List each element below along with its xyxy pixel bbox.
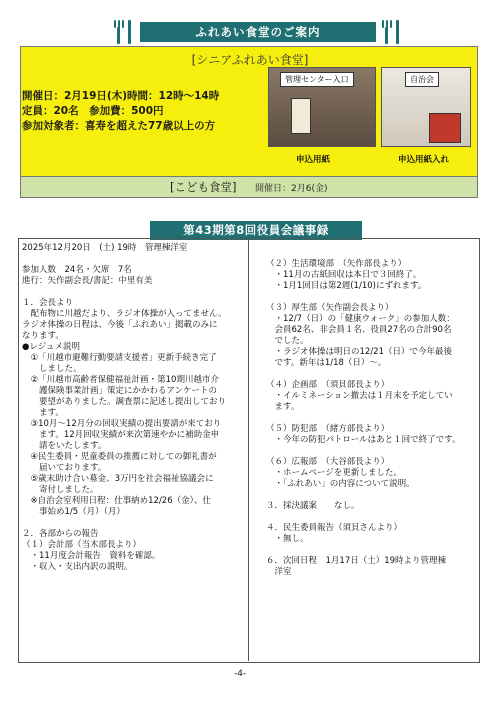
minutes-line: ・収入・支出内訳の説明。 xyxy=(22,562,133,572)
minutes-line: ⑤歳末助け合い募金、3万円を社会福祉協議会に xyxy=(22,474,214,484)
minutes-line: ・1月1回目は第2週(1/10)にずれます。 xyxy=(266,281,427,291)
minutes-line: ・イルミネーション撤去は１月末を予定してい xyxy=(266,391,453,401)
minutes-line: ラジオ体操の日程は、今後「ふれあい」掲載のみに xyxy=(22,320,218,330)
minutes-line: 配布物に川越だより、ラジオ体操が入ってません。 xyxy=(22,309,227,319)
minutes-line: 参加人数 24名・欠席 7名 xyxy=(22,265,132,275)
office-photo-label: 自治会 xyxy=(405,72,439,87)
kids-title: [こども食堂] xyxy=(170,180,237,194)
minutes-line: 2025年12月20日 (土) 19時 管理棟洋室 xyxy=(22,243,188,253)
minutes-line: です。新年は1/18（日）～。 xyxy=(266,358,387,368)
minutes-title: 第43期第8回役員会議事録 xyxy=(150,221,362,240)
minutes-line: 請をいたします。 xyxy=(22,441,107,451)
minutes-line: ・「ふれあい」の内容について説明。 xyxy=(266,479,415,489)
minutes-line: 護保険事業計画」策定にかかわるアンケートの xyxy=(22,386,217,396)
minutes-line xyxy=(22,254,227,265)
minutes-line: ③10月～12月分の回収実績の提出要請が来ており xyxy=(22,419,222,429)
minutes-line: 要望がありました。調査票に記述し提出しており xyxy=(22,397,227,407)
caption-form: 申込用紙 xyxy=(296,155,331,165)
minutes-line: 進行：矢作副会長/書記：中里有美 xyxy=(22,276,153,286)
kids-date: 開催日：2月6(金) xyxy=(255,184,328,194)
senior-title: [シニアふれあい食堂] xyxy=(191,53,309,67)
signboard xyxy=(291,98,311,134)
minutes-line: ①「川越市避難行動要請支援者」更新手続き完了 xyxy=(22,353,217,363)
kids-cafeteria-box xyxy=(20,176,478,198)
minutes-line: 会員62名、非会員１名、役員27名の合計90名 xyxy=(266,325,452,335)
minutes-line: 事始め1/5（月）（月） xyxy=(22,507,125,517)
page-number: -4- xyxy=(234,669,247,679)
minutes-line xyxy=(22,287,227,298)
minutes-line: ●レジュメ説明 xyxy=(22,342,81,352)
minutes-line: 寄付しました。 xyxy=(22,485,99,495)
minutes-line: ます。 xyxy=(266,402,300,412)
minutes-line: （３）厚生部（矢作副会長より） xyxy=(266,303,394,313)
minutes-line xyxy=(266,369,460,380)
minutes-left-column xyxy=(22,243,227,573)
minutes-line xyxy=(22,518,227,529)
minutes-line: ・11月度会計報告 資料を確認。 xyxy=(22,551,161,561)
minutes-line: ます。12月回収実績が来次第速やかに補助金申 xyxy=(22,430,220,440)
minutes-line xyxy=(266,545,460,556)
minutes-line xyxy=(266,490,460,501)
minutes-line: （６）広報部 （大谷部長より） xyxy=(266,457,390,467)
minutes-line: 届いております。 xyxy=(22,463,107,473)
minutes-line xyxy=(266,512,460,523)
minutes-line: ・無し。 xyxy=(266,534,309,544)
minutes-line: （４）企画部 （須貝部長より） xyxy=(266,380,390,390)
minutes-line xyxy=(266,292,460,303)
minutes-line: なります。 xyxy=(22,331,64,341)
minutes-line xyxy=(266,446,460,457)
minutes-line: １．会長より xyxy=(22,298,74,308)
form-box xyxy=(429,113,461,143)
minutes-line: ４．民生委員報告（須貝さんより） xyxy=(266,523,403,533)
minutes-line: ・11月の古紙回収は本日で３回終了。 xyxy=(266,270,422,280)
senior-capacity-line: 定員：20名 参加費：500円 xyxy=(22,105,164,117)
minutes-line: ます。 xyxy=(22,408,64,418)
column-divider xyxy=(248,239,249,661)
minutes-line: 洋室 xyxy=(266,567,292,577)
minutes-right-column xyxy=(266,259,460,578)
minutes-line: （５）防犯部 （緒方部長より） xyxy=(266,424,390,434)
minutes-line xyxy=(266,413,460,424)
fork-icon-left xyxy=(112,20,134,46)
minutes-line: ・ラジオ体操は明日の12/21（日）で今年最後 xyxy=(266,347,452,357)
fork-icon-right xyxy=(380,20,402,46)
minutes-line: （２）生活環境部 （矢作部長より） xyxy=(266,259,407,269)
minutes-line: （１）会計部（当木部長より） xyxy=(22,540,142,550)
minutes-line: ※自治会室利用日程：仕事納め12/26（金）、仕 xyxy=(22,496,211,506)
minutes-line: ６．次回日程 1月17日（土）19時より管理棟 xyxy=(266,556,447,566)
minutes-line: ・ホームページを更新しました。 xyxy=(266,468,402,478)
minutes-line: ④民生委員・児童委員の推薦に対しての御礼書が xyxy=(22,452,217,462)
entrance-photo-label: 管理センター入口 xyxy=(280,72,354,87)
banner-title: ふれあい食堂のご案内 xyxy=(140,22,376,42)
senior-date-line: 開催日：2月19日(木)時間：12時～14時 xyxy=(22,90,220,102)
minutes-line: でした。 xyxy=(266,336,309,346)
minutes-line: ・今年の防犯パトロールはあと１回で終了です。 xyxy=(266,435,461,445)
minutes-line: しました。 xyxy=(22,364,82,374)
senior-target-line: 参加対象者：喜寿を超えた77歳以上の方 xyxy=(22,120,216,132)
minutes-line: ②「川越市高齢者保健福祉計画・第10期川越市介 xyxy=(22,375,219,385)
caption-form-box: 申込用紙入れ xyxy=(398,155,450,165)
minutes-line: ３．採決議案 なし。 xyxy=(266,501,360,511)
minutes-line: ・12/7（日）の「健康ウォーク」の参加人数： xyxy=(266,314,455,324)
minutes-line: ２．各部からの報告 xyxy=(22,529,99,539)
